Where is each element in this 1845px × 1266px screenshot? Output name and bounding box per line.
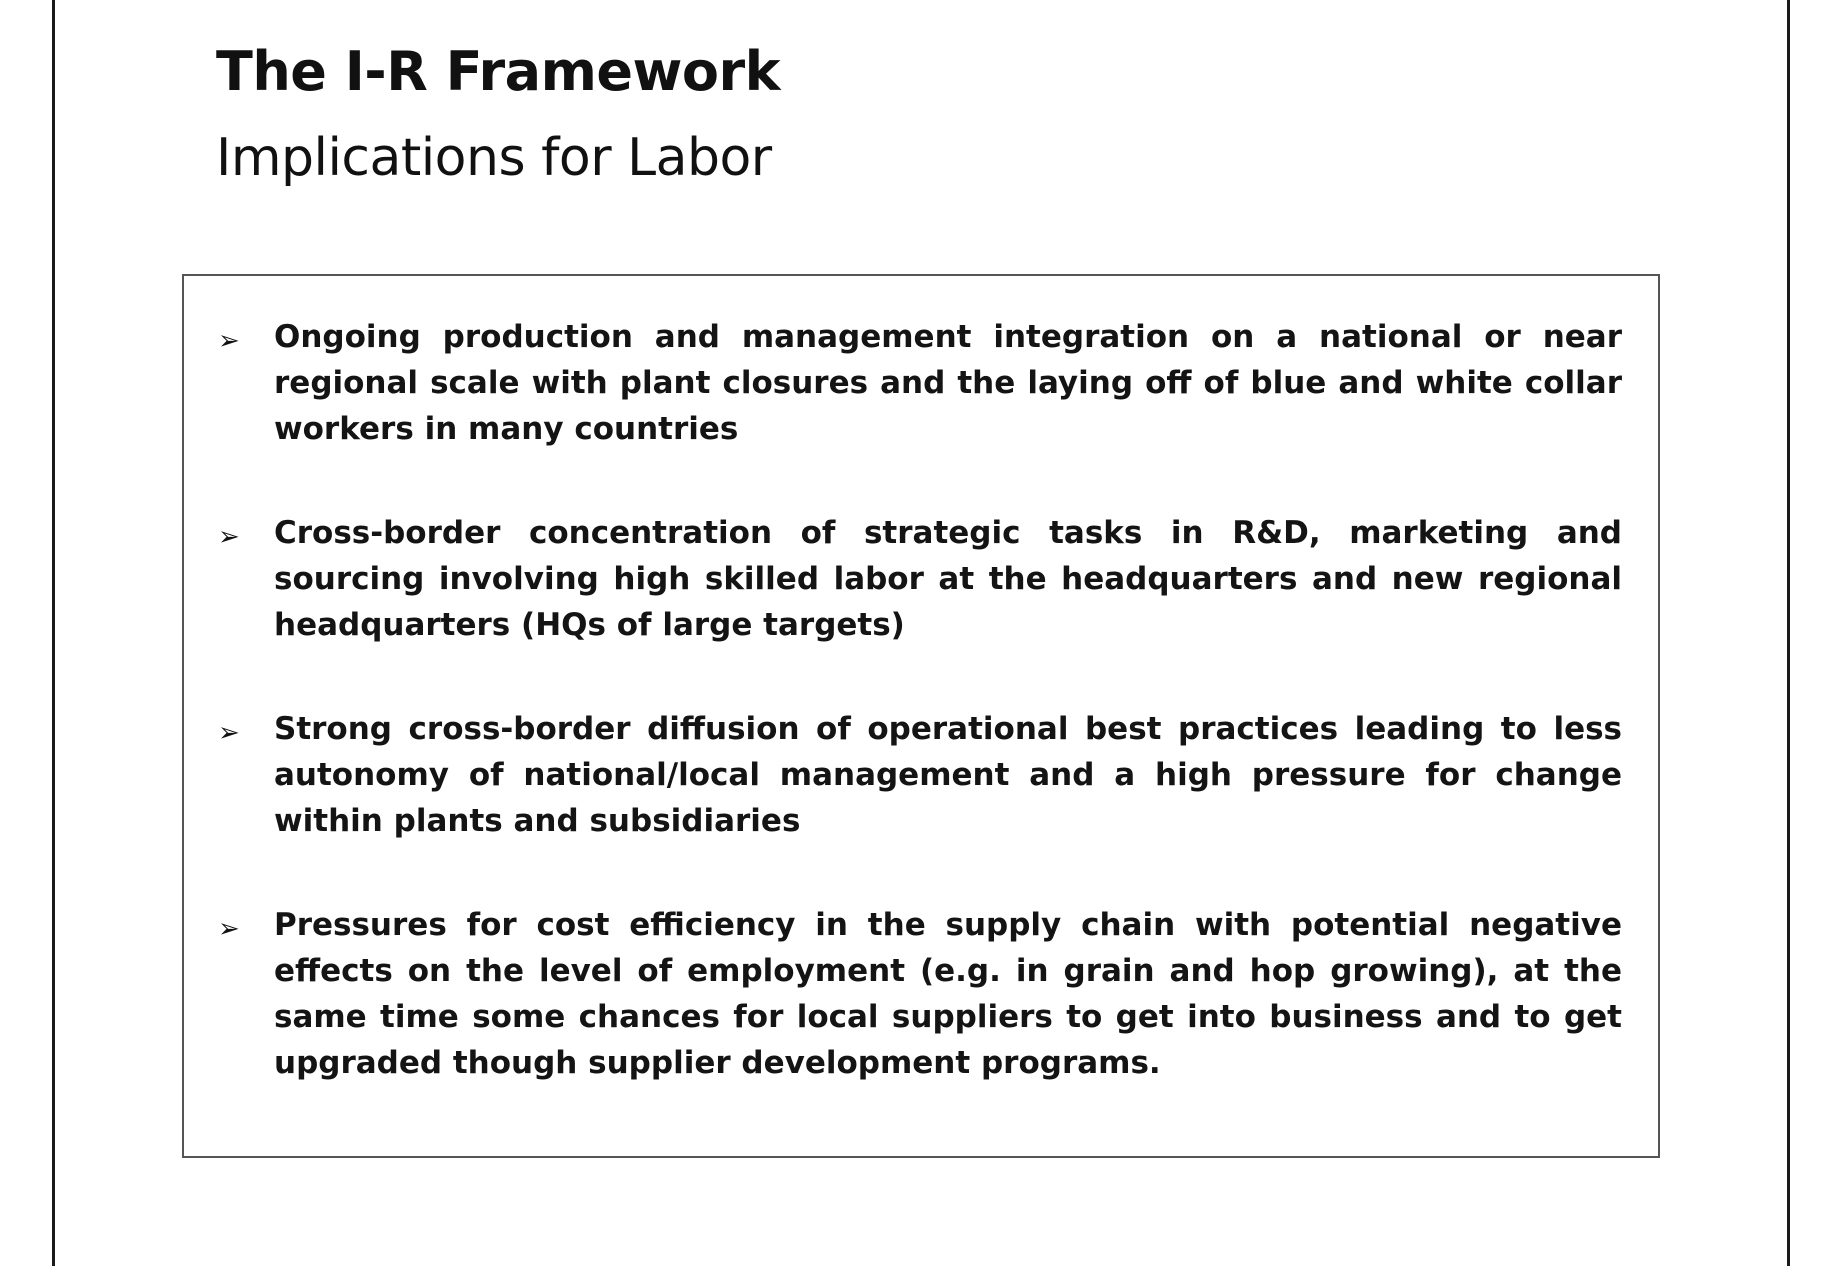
list-item [184,510,1658,648]
bullet-list [184,314,1658,1144]
bullet-text: Pressures for cost efficiency in the supply chain with potential negative effects on the level of employment (e.g. in grain and hop growing), at the same time some chances for local suppliers to get into business and to get upgraded though supplier development programs. [274,907,1622,1081]
slide-subtitle: Implications for Labor [216,128,772,188]
arrow-bullet-icon: ➢ [218,718,240,748]
arrow-bullet-icon: ➢ [218,914,240,944]
arrow-bullet-icon: ➢ [218,522,240,552]
list-item [184,902,1658,1086]
bullet-text: Cross-border concentration of strategic tasks in R&D, marketing and sourcing involving high skilled labor at the headquarters and new regional headquarters (HQs of large targets) [274,515,1622,643]
bullet-text: Ongoing production and management integration on a national or near regional scale with plant closures and the laying off of blue and white collar workers in many countries [274,319,1622,447]
content-box [182,274,1660,1158]
slide-title: The I-R Framework [216,40,781,103]
list-item [184,706,1658,844]
list-item [184,314,1658,452]
arrow-bullet-icon: ➢ [218,326,240,356]
bullet-text: Strong cross-border diffusion of operational best practices leading to less autonomy of national/local management and a high pressure for change within plants and subsidiaries [274,711,1622,839]
